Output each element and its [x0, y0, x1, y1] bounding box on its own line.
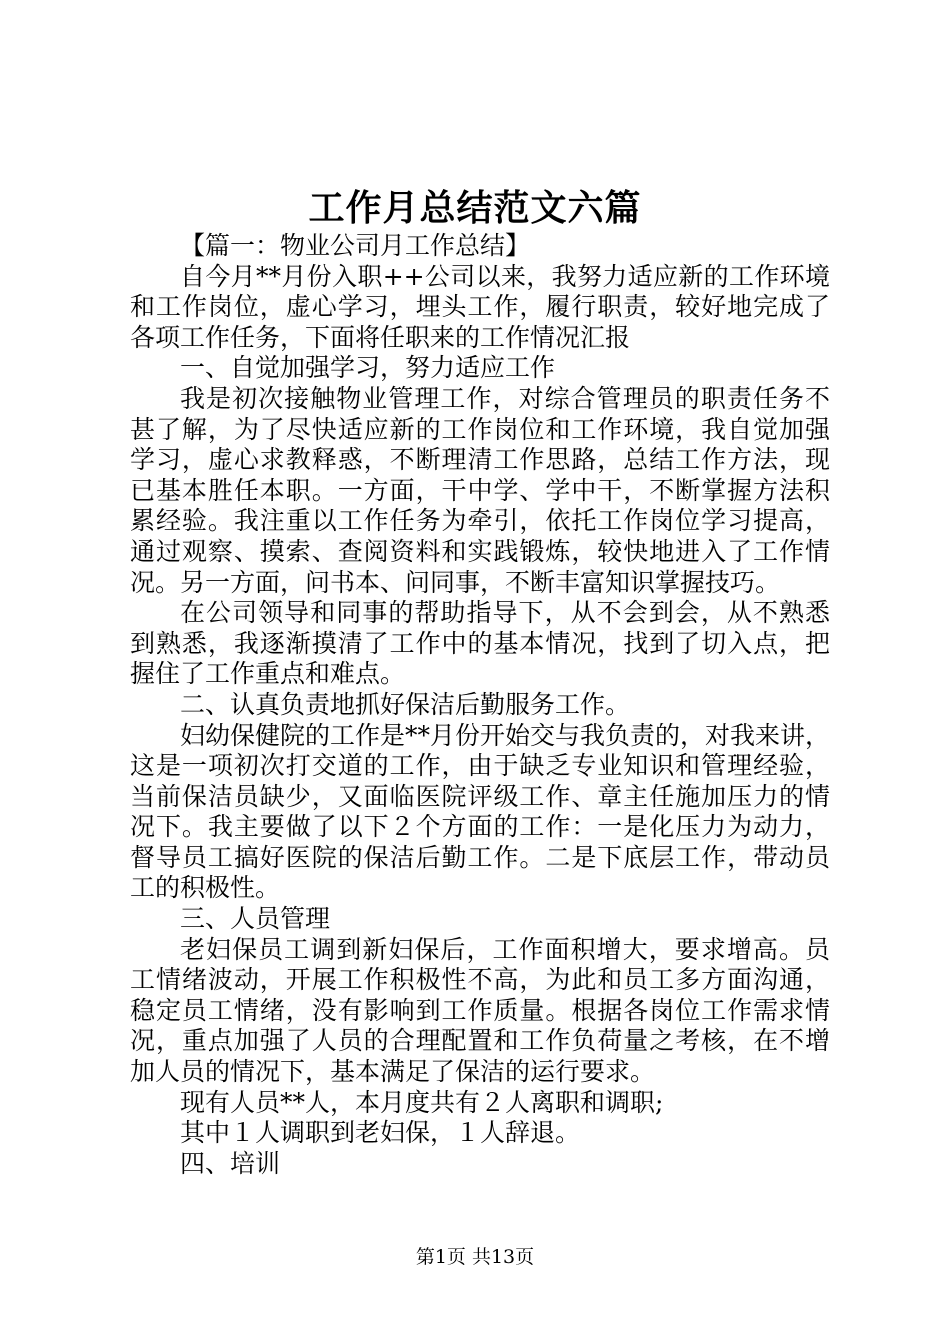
document-body	[130, 231, 830, 1179]
page-footer: 第1页 共13页	[415, 1246, 535, 1268]
text-line: 甚了解，为了尽快适应新的工作岗位和工作环境，我自觉加强	[130, 414, 830, 444]
text-line: 各项工作任务，下面将任职来的工作情况汇报	[130, 322, 631, 352]
text-line: 四、培训	[180, 1148, 281, 1178]
text-line: 到熟悉，我逐渐摸清了工作中的基本情况，找到了切入点，把	[130, 628, 830, 658]
text-line: 通过观察、摸索、查阅资料和实践锻炼，较快地进入了工作情	[130, 536, 830, 566]
document-title: 工作月总结范文六篇	[308, 187, 642, 229]
text-line: 已基本胜任本职。一方面，干中学、学中干，不断掌握方法积	[130, 475, 830, 505]
text-line: 况下。我主要做了以下２个方面的工作：一是化压力为动力，	[130, 812, 830, 842]
text-line: 况。另一方面，问书本、问同事，不断丰富知识掌握技巧。	[130, 567, 781, 597]
text-line: 稳定员工情绪，没有影响到工作质量。根据各岗位工作需求情	[130, 995, 830, 1025]
text-line: 当前保洁员缺少，又面临医院评级工作、章主任施加压力的情	[130, 781, 830, 811]
text-line: 妇幼保健院的工作是**月份开始交与我负责的，对我来讲，	[180, 720, 831, 750]
text-line: 工的积极性。	[130, 873, 281, 903]
text-line: 工情绪波动，开展工作积极性不高，为此和员工多方面沟通，	[130, 965, 830, 995]
text-line: 况，重点加强了人员的合理配置和工作负荷量之考核，在不增	[130, 1026, 830, 1056]
text-line: 【篇一：物业公司月工作总结】	[180, 231, 531, 260]
text-line: 督导员工搞好医院的保洁后勤工作。二是下底层工作，带动员	[130, 842, 830, 872]
text-line: 累经验。我注重以工作任务为牵引，依托工作岗位学习提高，	[130, 506, 830, 536]
text-line: 我是初次接触物业管理工作，对综合管理员的职责任务不	[180, 383, 830, 413]
text-line: 握住了工作重点和难点。	[130, 659, 406, 689]
text-line: 在公司领导和同事的帮助指导下，从不会到会，从不熟悉	[180, 598, 830, 628]
text-line: 三、人员管理	[180, 904, 331, 934]
text-line: 和工作岗位，虚心学习，埋头工作，履行职责，较好地完成了	[130, 292, 830, 322]
text-line: 加人员的情况下，基本满足了保洁的运行要求。	[130, 1057, 656, 1087]
text-line: 自今月**月份入职++公司以来，我努力适应新的工作环境	[180, 261, 830, 291]
text-line: 老妇保员工调到新妇保后，工作面积增大，要求增高。员	[180, 934, 830, 964]
text-line: 其中１人调职到老妇保，１人辞退。	[180, 1118, 581, 1148]
text-line: 现有人员**人，本月度共有２人离职和调职;	[180, 1087, 664, 1117]
text-line: 这是一项初次打交道的工作，由于缺乏专业知识和管理经验，	[130, 751, 830, 781]
text-line: 二、认真负责地抓好保洁后勤服务工作。	[180, 689, 631, 719]
text-line: 一、自觉加强学习，努力适应工作	[180, 353, 556, 383]
text-line: 学习，虚心求教释惑，不断理清工作思路，总结工作方法，现	[130, 445, 830, 475]
